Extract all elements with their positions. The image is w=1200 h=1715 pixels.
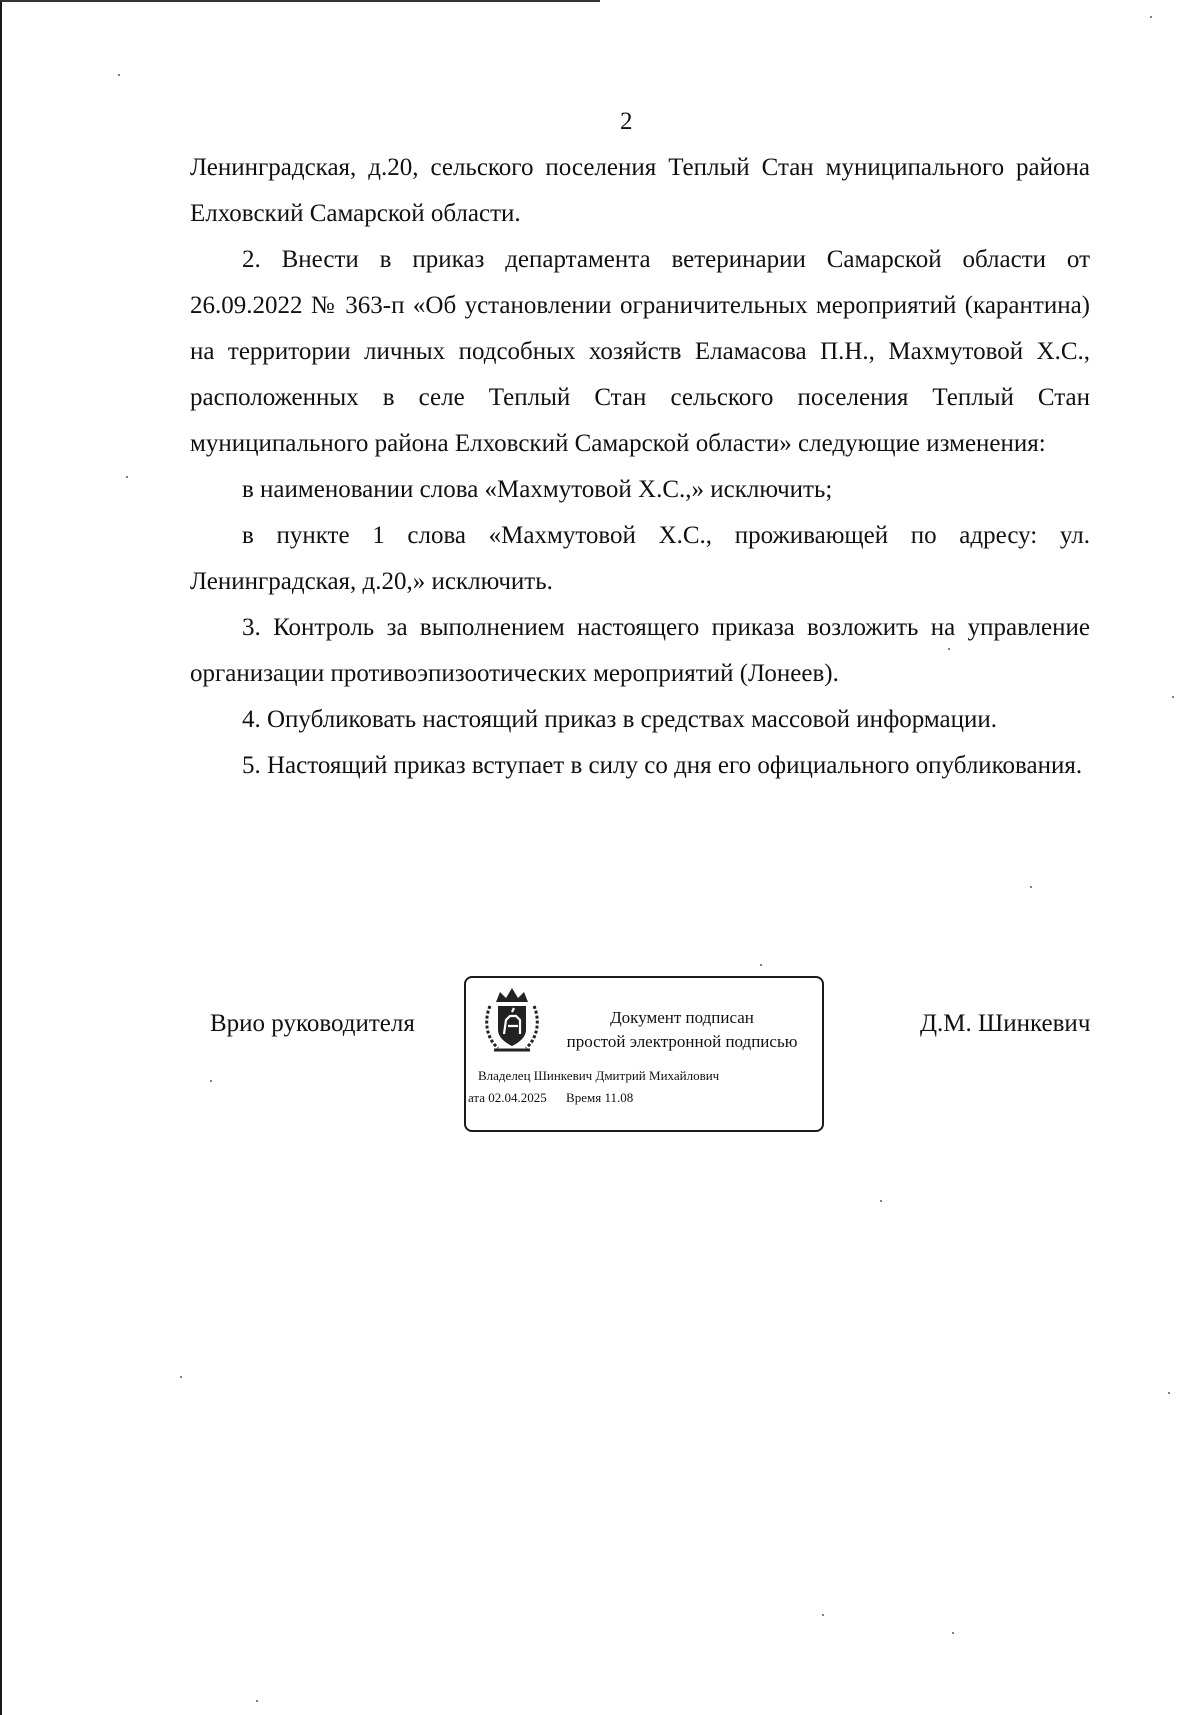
paragraph-continuation: Ленинградская, д.20, сельского поселения Теплый Стан муниципального района Елховский Самарской области.: [190, 154, 1090, 227]
stamp-title-line-2: простой электронной подписью: [566, 1032, 798, 1051]
paragraph-change-point-1: в пункте 1 слова «Махмутовой Х.С., проживающей по адресу: ул. Ленинградская, д.20,» исключить.: [190, 522, 1090, 595]
paragraph-change-title: в наименовании слова «Махмутовой Х.С.,» исключить;: [242, 476, 833, 503]
scan-speck: [948, 648, 950, 650]
scan-speck: [1172, 696, 1174, 698]
signer-role: Врио руководителя: [210, 1010, 415, 1037]
stamp-title: [552, 1006, 812, 1054]
scan-speck: [118, 74, 120, 76]
scan-speck: [952, 1632, 954, 1634]
scan-speck: [126, 476, 128, 478]
paragraph-item-3: 3. Контроль за выполнением настоящего приказа возложить на управление организации противоэпизоотических мероприятий (Лонеев).: [190, 614, 1090, 687]
scan-speck: [880, 1200, 882, 1202]
document-body: [190, 145, 1090, 789]
stamp-title-line-1: Документ подписан: [610, 1008, 754, 1027]
page-number: 2: [620, 108, 633, 135]
scan-speck: [760, 964, 762, 966]
scan-speck: [210, 1080, 212, 1082]
paragraph-item-5: 5. Настоящий приказ вступает в силу со дня его официального опубликования.: [242, 752, 1083, 779]
stamp-owner: Владелец Шинкевич Дмитрий Михайлович: [478, 1068, 720, 1083]
scan-speck: [1030, 886, 1032, 888]
stamp-date-time: [468, 1090, 633, 1106]
paragraph-item-4: 4. Опубликовать настоящий приказ в средствах массовой информации.: [242, 706, 998, 733]
scan-speck: [180, 1376, 182, 1378]
electronic-signature-stamp: [464, 976, 824, 1132]
signer-name: Д.М. Шинкевич: [920, 1010, 1091, 1037]
scan-speck: [1150, 16, 1152, 18]
scan-speck: [1168, 1392, 1170, 1394]
scan-speck: [822, 1614, 824, 1616]
scan-edge-left: [0, 0, 2, 1715]
scan-speck: [256, 1700, 258, 1702]
paragraph-item-2: 2. Внести в приказ департамента ветеринарии Самарской области от 26.09.2022 № 363-п «Об установлении ограничительных мероприятий (карантина) на территории личных подсобных хозяйств Еламасова П.Н., Махмутовой Х.С., расположенных в селе Теплый Стан сельского поселения Теплый Стан муниципального района Елховский Самарской области» следующие изменения:: [190, 246, 1090, 457]
stamp-date: ата 02.04.2025: [468, 1090, 547, 1105]
stamp-time: Время 11.08: [566, 1090, 634, 1105]
scan-edge-top: [0, 0, 600, 2]
samara-coat-of-arms-icon: [482, 986, 542, 1056]
